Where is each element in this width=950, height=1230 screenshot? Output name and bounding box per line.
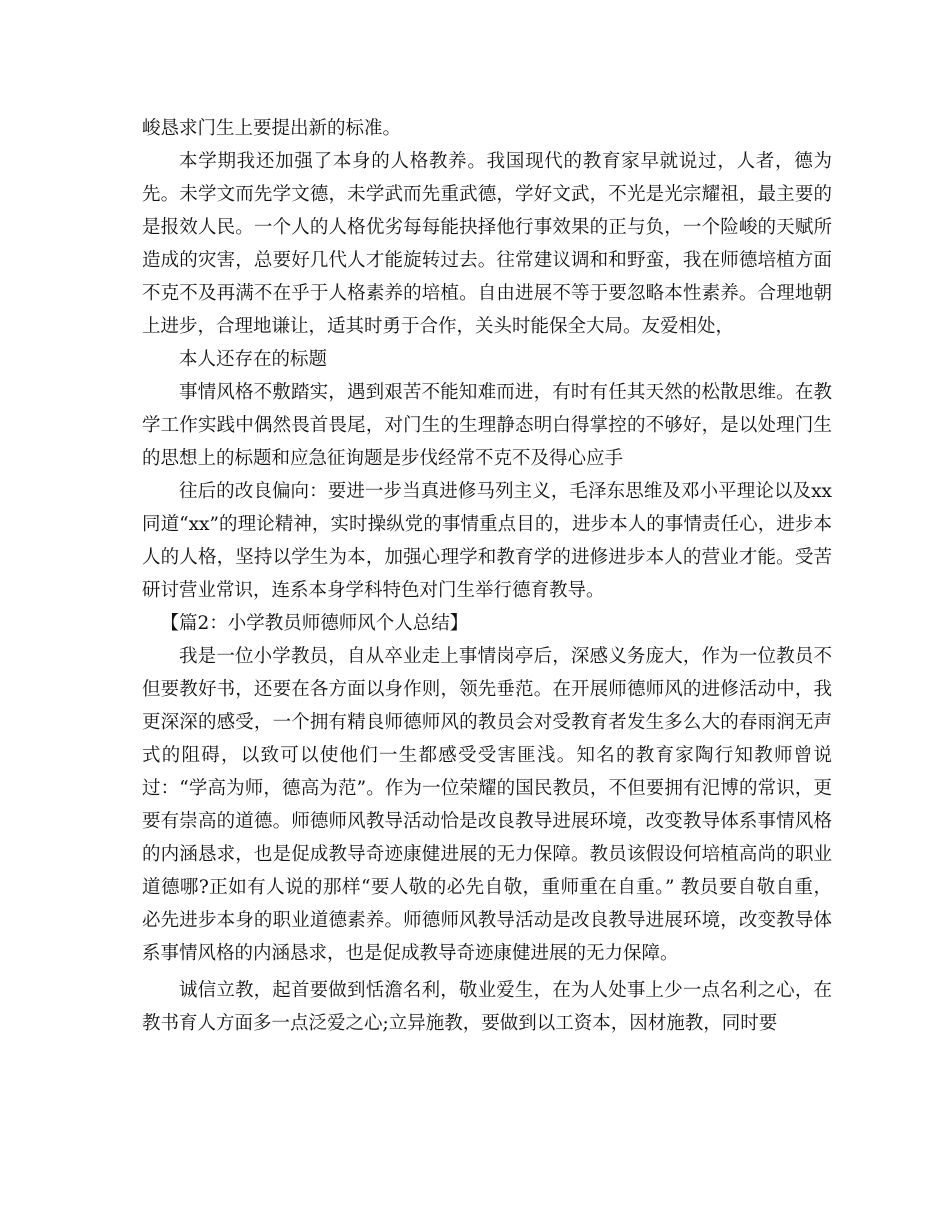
paragraph-improvement: 往后的改良偏向：要进一步当真进修马列主义，毛泽东思维及邓小平理论以及xx同道“xx”的理论精神，实时操纵党的事情重点目的，进步本人的事情责任心，进步本人的人格，坚持以学生为本，加强心理学和教育学的进修进步本人的营业才能。受苦研讨营业常识，连系本身学科特色对门生举行德育教导。: [142, 481, 832, 601]
paragraph-integrity: 诚信立教，起首要做到恬澹名利，敬业爱生，在为人处事上少一点名利之心，在教书育人方面多一点泛爱之心;立异施教，要做到以工资本，因材施教，同时要: [142, 980, 832, 1034]
section-heading-part2: 【篇2：小学教员师德师风个人总结】: [160, 613, 469, 634]
paragraph-teacher-intro: 我是一位小学教员，自从卒业走上事情岗亭后，深感义务庞大，作为一位教员不但要教好书，还要在各方面以身作则，领先垂范。在开展师德师风的进修活动中，我更深深的感受，一个拥有精良师德师风的教员会对受教育者发生多么大的春雨润无声式的阻碍，以致可以使他们一生都感受受害匪浅。知名的教育家陶行知教师曾说过：“学高为师，德高为范”。作为一位荣耀的国民教员，不但要拥有汜博的常识，更要有崇高的道德。师德师风教导活动恰是改良教导进展环境，改变教导体系事情风格的内涵恳求，也是促成教导奇迹康健进展的无力保障。教员该假设何培植高尚的职业道德哪?正如有人说的那样“要人敬的必先自敬，重师重在自重。” 教员要自敬自重，必先进步本身的职业道德素养。师德师风教导活动是改良教导进展环境，改变教导体系事情风格的内涵恳求，也是促成教导奇迹康健进展的无力保障。: [142, 646, 832, 964]
paragraph-personality: 本学期我还加强了本身的人格教养。我国现代的教育家早就说过，人者，德为先。未学文而先学文德，未学武而先重武德，学好文武，不光是光宗耀祖，最主要的是报效人民。一个人的人格优劣每每能抉择他行事效果的正与负，一个险峻的天赋所造成的灾害，总要好几代人才能旋转过去。往常建议调和和野蛮，我在师德培植方面不克不及再满不在乎于人格素养的培植。自由进展不等于要忽略本性素养。合理地朝上进步，合理地谦让，适其时勇于合作，关头时能保全大局。友爱相处，: [142, 151, 832, 337]
paragraph-problems-heading: 本人还存在的标题: [179, 349, 328, 370]
paragraph-continuation: 峻恳求门生上要提出新的标准。: [142, 118, 402, 139]
paragraph-work-style: 事情风格不敷踏实，遇到艰苦不能知难而进，有时有任其天然的松散思维。在教学工作实践中偶然畏首畏尾，对门生的生理静态明白得掌控的不够好，是以处理门生的思想上的标题和应急征询题是步伐经常不克不及得心应手: [142, 382, 832, 469]
document-body: [142, 112, 832, 1040]
